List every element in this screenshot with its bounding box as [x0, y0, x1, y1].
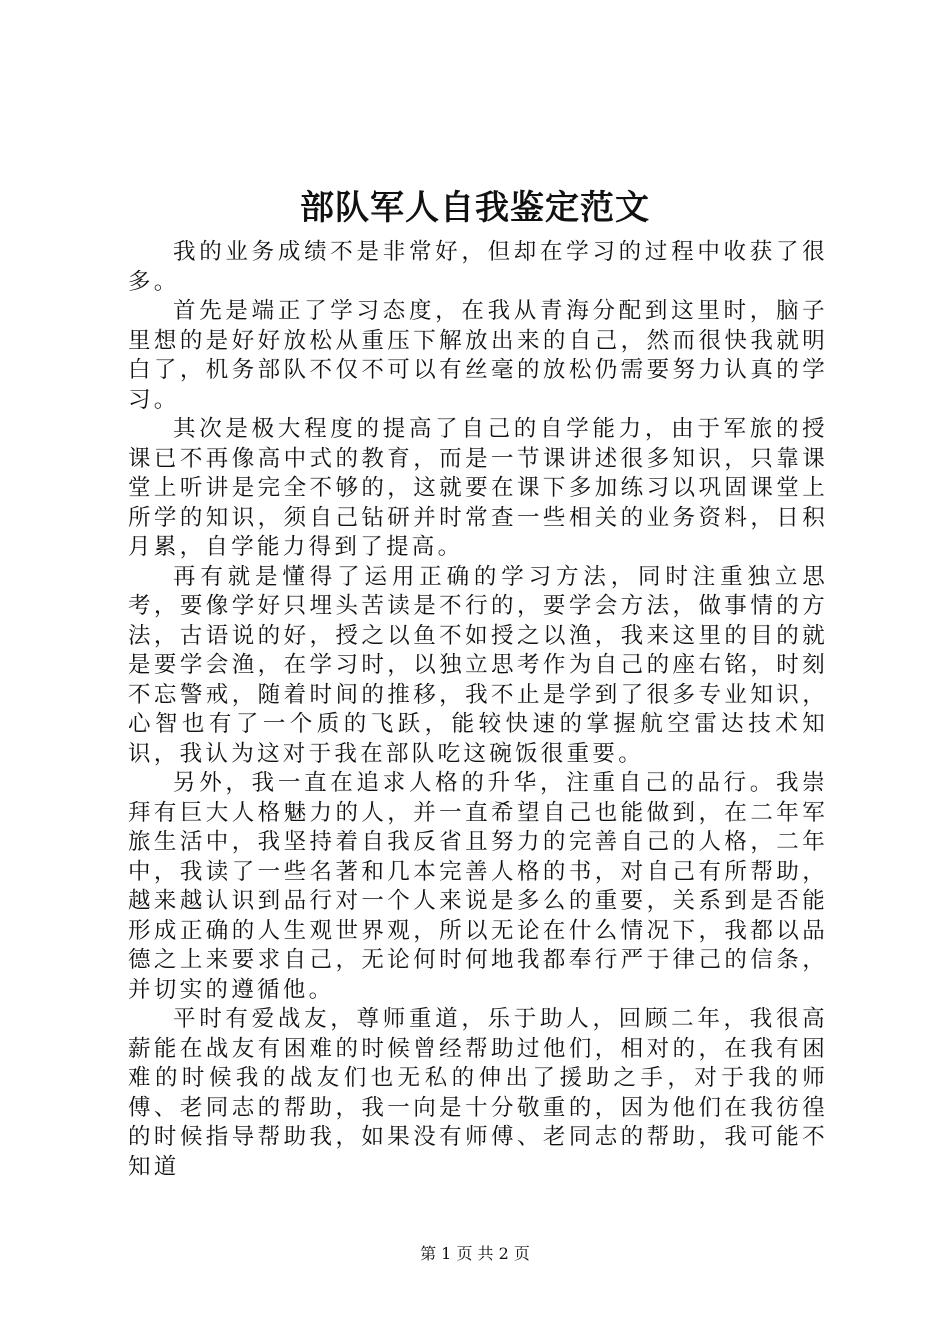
paragraph: 再有就是懂得了运用正确的学习方法，同时注重独立思考，要像学好只埋头苦读是不行的，要学会方法，做事情的方法，古语说的好，授之以鱼不如授之以渔，我来这里的目的就是要学会渔，在学习时，以独立思考作为自己的座右铭，时刻不忘警戒，随着时间的推移，我不止是学到了很多专业知识，心智也有了一个质的飞跃，能较快速的掌握航空雷达技术知识，我认为这对于我在部队吃这碗饭很重要。: [128, 563, 828, 767]
document-body: [128, 238, 828, 1182]
document-title: 部队军人自我鉴定范文: [300, 188, 650, 228]
paragraph: 我的业务成绩不是非常好，但却在学习的过程中收获了很多。: [128, 239, 828, 295]
paragraph: 另外，我一直在追求人格的升华，注重自己的品行。我崇拜有巨大人格魅力的人，并一直希望自己也能做到，在二年军旅生活中，我坚持着自我反省且努力的完善自己的人格，二年中，我读了一些名著和几本完善人格的书，对自己有所帮助，越来越认识到品行对一个人来说是多么的重要，关系到是否能形成正确的人生观世界观，所以无论在什么情况下，我都以品德之上来要求自己，无论何时何地我都奉行严于律己的信条，并切实的遵循他。: [128, 770, 828, 1003]
paragraph: 首先是端正了学习态度，在我从青海分配到这里时，脑子里想的是好好放松从重压下解放出来的自己，然而很快我就明白了，机务部队不仅不可以有丝毫的放松仍需要努力认真的学习。: [128, 298, 828, 413]
paragraph: 其次是极大程度的提高了自己的自学能力，由于军旅的授课已不再像高中式的教育，而是一节课讲述很多知识，只靠课堂上听讲是完全不够的，这就要在课下多加练习以巩固课堂上所学的知识，须自己钻研并时常查一些相关的业务资料，日积月累，自学能力得到了提高。: [128, 416, 828, 560]
paragraph: 平时有爱战友，尊师重道，乐于助人，回顾二年，我很高薪能在战友有困难的时候曾经帮助过他们，相对的，在我有困难的时候我的战友们也无私的伸出了援助之手，对于我的师傅、老同志的帮助，我一向是十分敬重的，因为他们在我彷徨的时候指导帮助我，如果没有师傅、老同志的帮助，我可能不知道: [128, 1006, 828, 1180]
page-footer: 第 1 页 共 2 页: [420, 1244, 530, 1263]
